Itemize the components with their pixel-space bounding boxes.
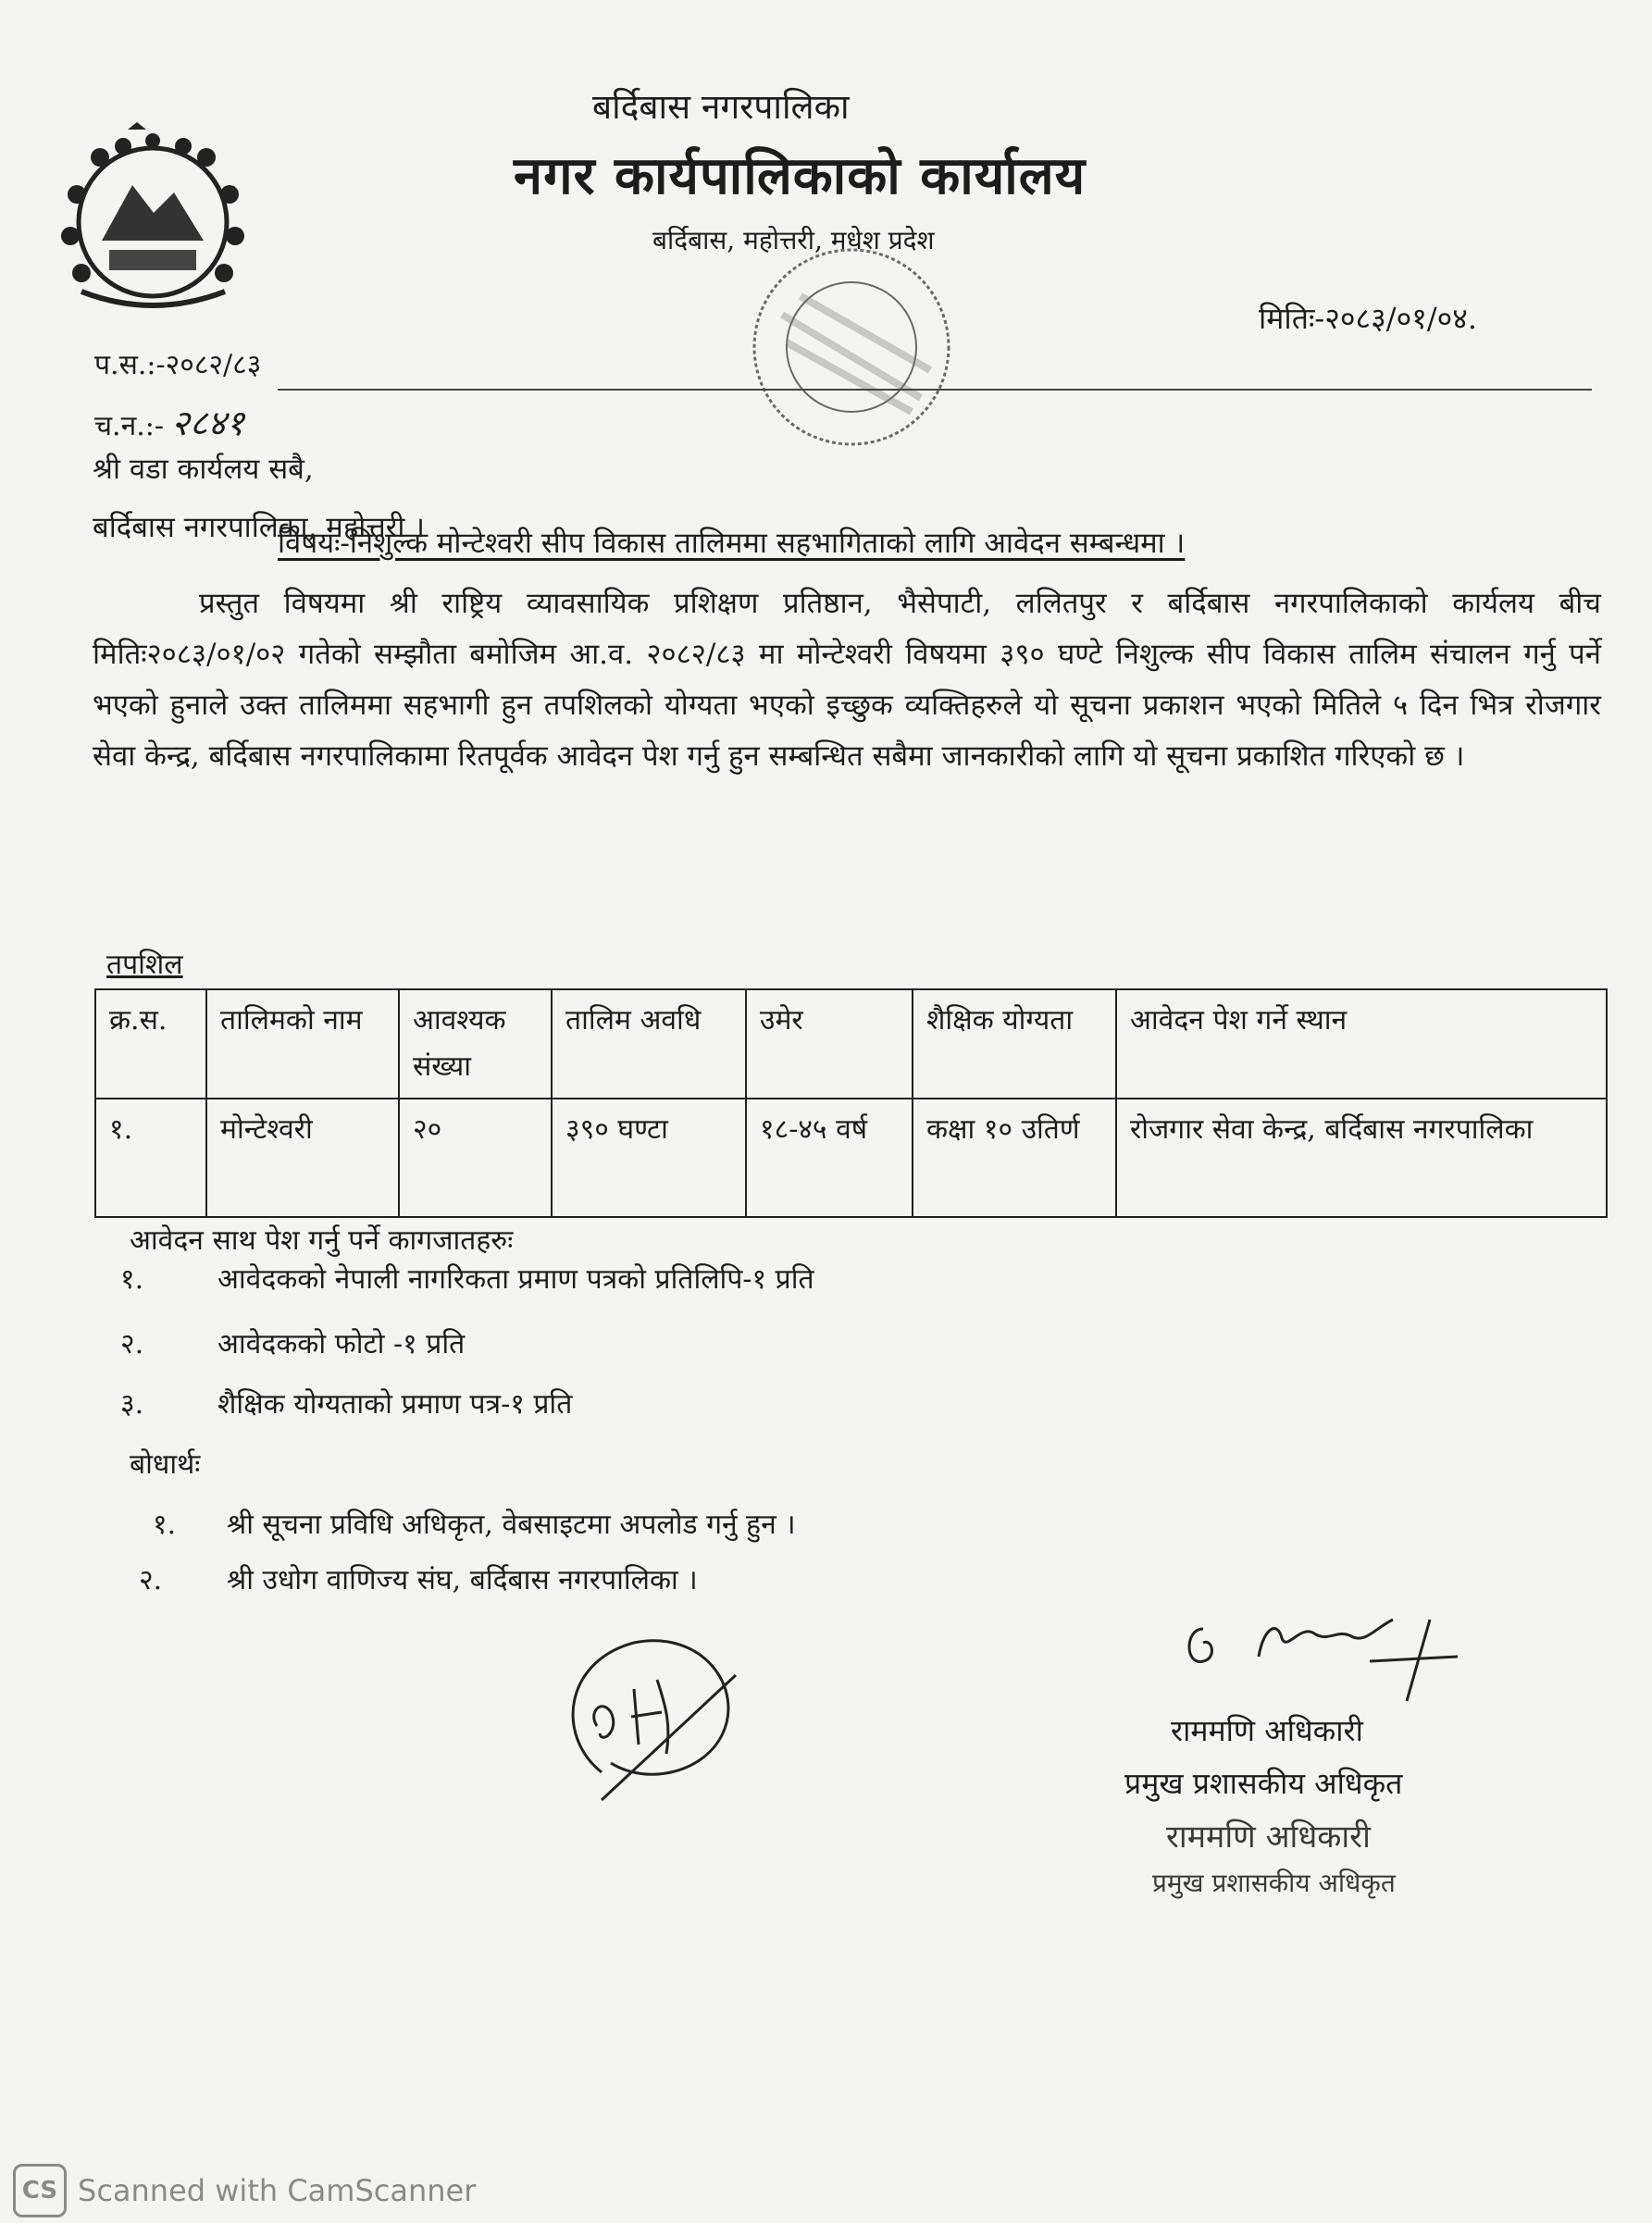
cell-qualification: कक्षा १० उतिर्ण — [913, 1099, 1116, 1217]
nepal-emblem-icon — [44, 120, 262, 315]
signatory-name: राममणि अधिकारी — [1171, 1713, 1363, 1748]
chalani-handwritten-value: २८४१ — [171, 403, 245, 443]
chalani-number — [94, 398, 244, 446]
office-title: नगर कार्यपालिकाको कार्यालय — [514, 145, 1087, 206]
recipient-line-2: बर्दिबास नगरपालिका, महोत्तरी । — [93, 511, 426, 544]
col-header-qualification: शैक्षिक योग्यता — [913, 989, 1116, 1099]
camscanner-text: Scanned with CamScanner — [78, 2173, 477, 2208]
cell-training-name: मोन्टेश्वरी — [206, 1099, 399, 1217]
camscanner-watermark — [13, 2164, 476, 2217]
body-paragraph: प्रस्तुत विषयमा श्री राष्ट्रिय व्यावसायिक प्रशिक्षण प्रतिष्ठान, भैसेपाटी, ललितपुर र बर्दिबास नगरपालिकाको कार्यलय बीच मितिः२०८३/०१/०२ गतेको सम्झौता बमोजिम आ.व. २०८२/८३ मा मोन्टेश्वरी विषयमा ३९० घण्टे निशुल्क सीप विकास तालिम संचालन गर्नु पर्ने भएको हुनाले उक्त तालिममा सहभागी हुन तपशिलको योग्यता भएको इच्छुक व्यक्तिहरुले यो सूचना प्रकाशन भएको मितिले ५ दिन भित्र रोजगार सेवा केन्द्र, बर्दिबास नगरपालिकामा रितपूर्वक आवेदन पेश गर्नु हुन सम्बन्धित सबैमा जानकारीको लागि यो सूचना प्रकाशित गरिएको छ । — [93, 587, 1601, 773]
col-header-application-place: आवेदन पेश गर्ने स्थान — [1116, 989, 1607, 1099]
col-header-required-count: आवश्यक संख्या — [399, 989, 552, 1099]
list-item: २. श्री उधोग वाणिज्य संघ, बर्दिबास नगरपालिका । — [139, 1564, 698, 1596]
chalani-label: च.न.:- — [94, 410, 165, 442]
office-seal-stamp — [745, 241, 958, 453]
table-row — [95, 1099, 1607, 1217]
cell-application-place: रोजगार सेवा केन्द्र, बर्दिबास नगरपालिका — [1116, 1099, 1607, 1217]
office-address: बर्दिबास, महोत्तरी, मधेश प्रदेश — [652, 225, 935, 255]
documents-title: आवेदन साथ पेश गर्नु पर्ने कागजातहरुः — [130, 1224, 514, 1257]
table-header-row — [95, 989, 1607, 1099]
name-stamp: राममणि अधिकारी — [1166, 1819, 1371, 1856]
handwritten-signature — [1175, 1592, 1490, 1703]
title-stamp: प्रमुख प्रशासकीय अधिकृत — [1152, 1868, 1396, 1898]
recipient-line-1: श्री वडा कार्यलय सबै, — [93, 453, 314, 486]
training-table — [94, 988, 1608, 1218]
municipality-name: बर्दिबास नगरपालिका — [592, 87, 850, 127]
list-item: ३. शैक्षिक योग्यताको प्रमाण पत्र-१ प्रति — [120, 1388, 573, 1421]
bodhartha-title: बोधार्थः — [130, 1448, 201, 1481]
col-header-duration: तालिम अवधि — [552, 989, 746, 1099]
cell-duration: ३९० घण्टा — [552, 1099, 746, 1217]
list-item: १. आवेदकको नेपाली नागरिकता प्रमाण पत्रको प्रतिलिपि-१ प्रति — [120, 1263, 814, 1296]
signatory-title: प्रमुख प्रशासकीय अधिकृत — [1124, 1766, 1403, 1801]
header-divider — [278, 389, 1592, 391]
cell-sn: १. — [95, 1099, 206, 1217]
cell-required-count: २० — [399, 1099, 552, 1217]
col-header-training-name: तालिमको नाम — [206, 989, 399, 1099]
handwritten-initial-signature — [546, 1624, 759, 1809]
camscanner-logo-icon: CS — [13, 2164, 67, 2217]
list-item: १. श्री सूचना प्रविधि अधिकृत, वेबसाइटमा अपलोड गर्नु हुन । — [153, 1509, 796, 1541]
col-header-age: उमेर — [746, 989, 913, 1099]
taphsil-label: तपशिल — [106, 949, 183, 981]
list-item: २. आवेदकको फोटो -१ प्रति — [120, 1328, 466, 1360]
letter-date: मितिः-२०८३/०१/०४. — [1259, 301, 1478, 336]
col-header-sn: क्र.स. — [95, 989, 206, 1099]
patra-sankhya: प.स.:-२०८२/८३ — [94, 349, 262, 381]
cell-age: १८-४५ वर्ष — [746, 1099, 913, 1217]
subject-line: विषयः-निशुल्क मोन्टेश्वरी सीप विकास तालिममा सहभागिताको लागि आवेदन सम्बन्धमा । — [278, 527, 1186, 560]
